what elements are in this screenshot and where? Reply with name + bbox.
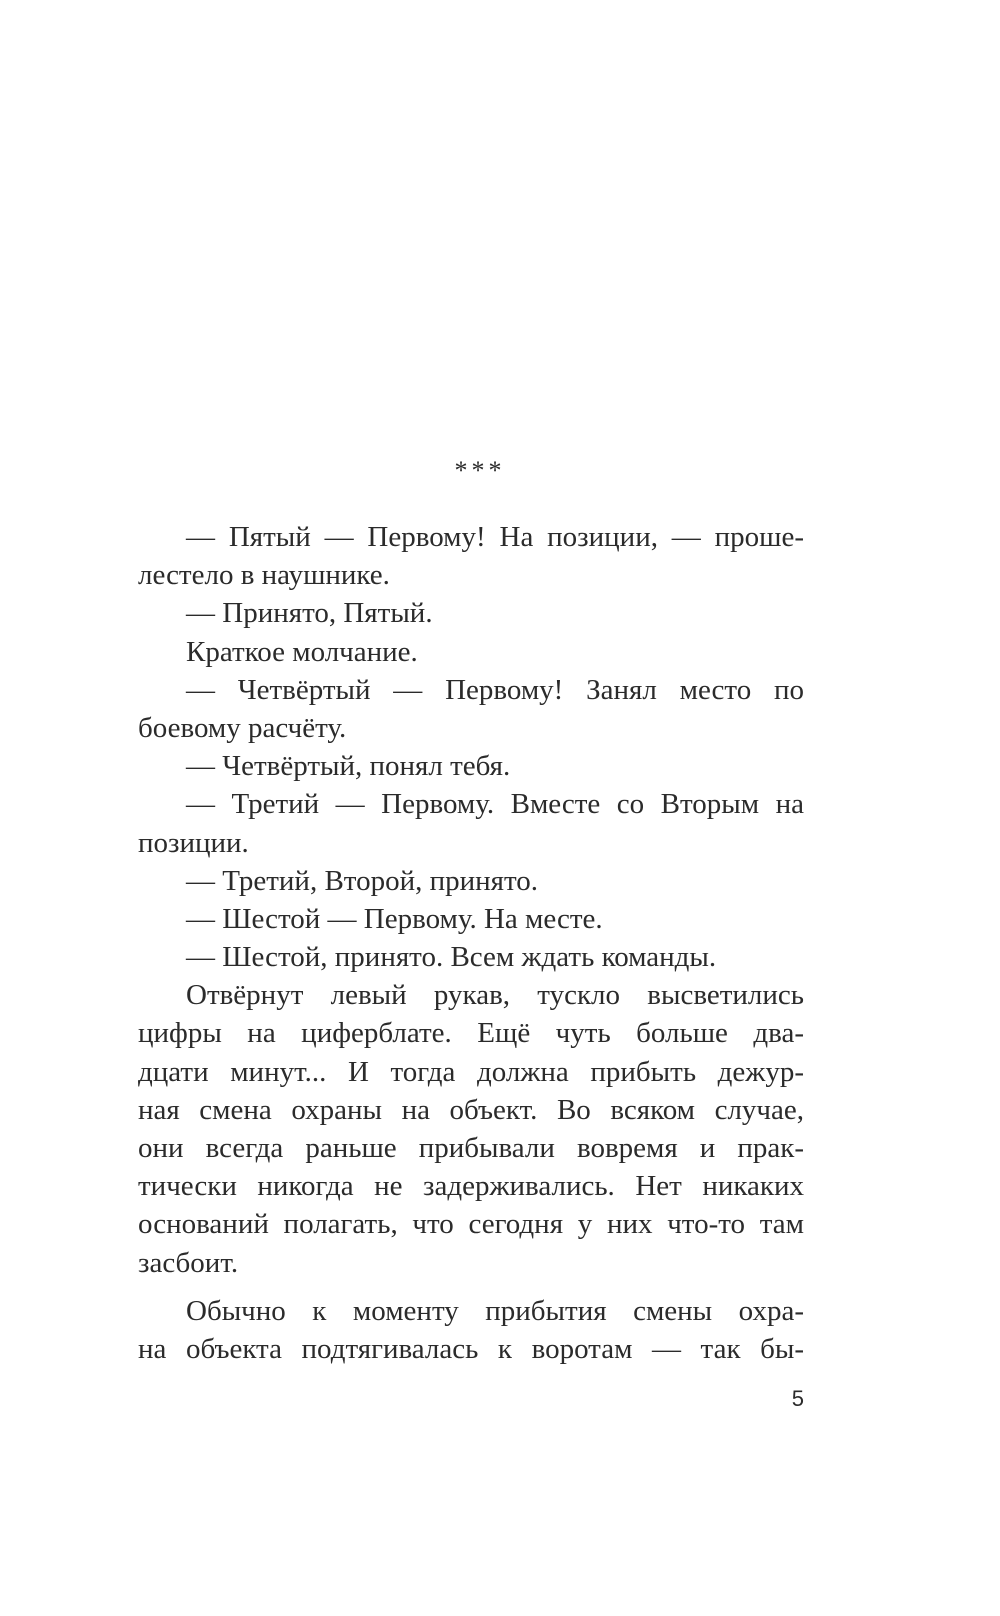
text-line: — Пятый — Первому! На позиции, — проше- (186, 521, 804, 553)
paragraph-gap (138, 1282, 804, 1292)
body-text (138, 518, 804, 1368)
page-number: 5 (791, 1386, 804, 1411)
text-line: дцати минут... И тогда должна прибыть дежур- (138, 1055, 804, 1088)
text-line: оснований полагать, что сегодня у них что-то там (138, 1208, 804, 1241)
section-separator: *** (454, 456, 506, 485)
text-line: — Шестой — Первому. На месте. (186, 902, 603, 935)
text-line: — Принято, Пятый. (186, 597, 433, 630)
text-line: — Третий — Первому. Вместе со Вторым на (186, 788, 804, 821)
text-line: — Третий, Второй, принято. (186, 864, 539, 897)
text-line: боевому расчёту. (138, 711, 347, 744)
text-line: тически никогда не задерживались. Нет никаких (138, 1170, 804, 1203)
text-line: они всегда раньше прибывали вовремя и прак- (138, 1132, 804, 1164)
text-line: ная смена охраны на объект. Во всяком случае, (138, 1093, 804, 1126)
text-line: — Четвёртый — Первому! Занял место по (186, 673, 804, 706)
text-line: позиции. (138, 826, 249, 859)
text-line: цифры на циферблате. Ещё чуть больше два- (138, 1017, 804, 1050)
text-line: на объекта подтягивалась к воротам — так бы- (138, 1332, 804, 1365)
text-line: — Шестой, принято. Всем ждать команды. (186, 941, 717, 974)
text-line: лестело в наушнике. (138, 559, 390, 592)
text-line: — Четвёртый, понял тебя. (186, 750, 511, 783)
text-line: Обычно к моменту прибытия смены охра- (186, 1294, 804, 1327)
text-line: Отвёрнут левый рукав, тускло высветились (186, 979, 804, 1012)
text-line: Краткое молчание. (186, 635, 418, 668)
text-line: засбоит. (138, 1246, 239, 1279)
